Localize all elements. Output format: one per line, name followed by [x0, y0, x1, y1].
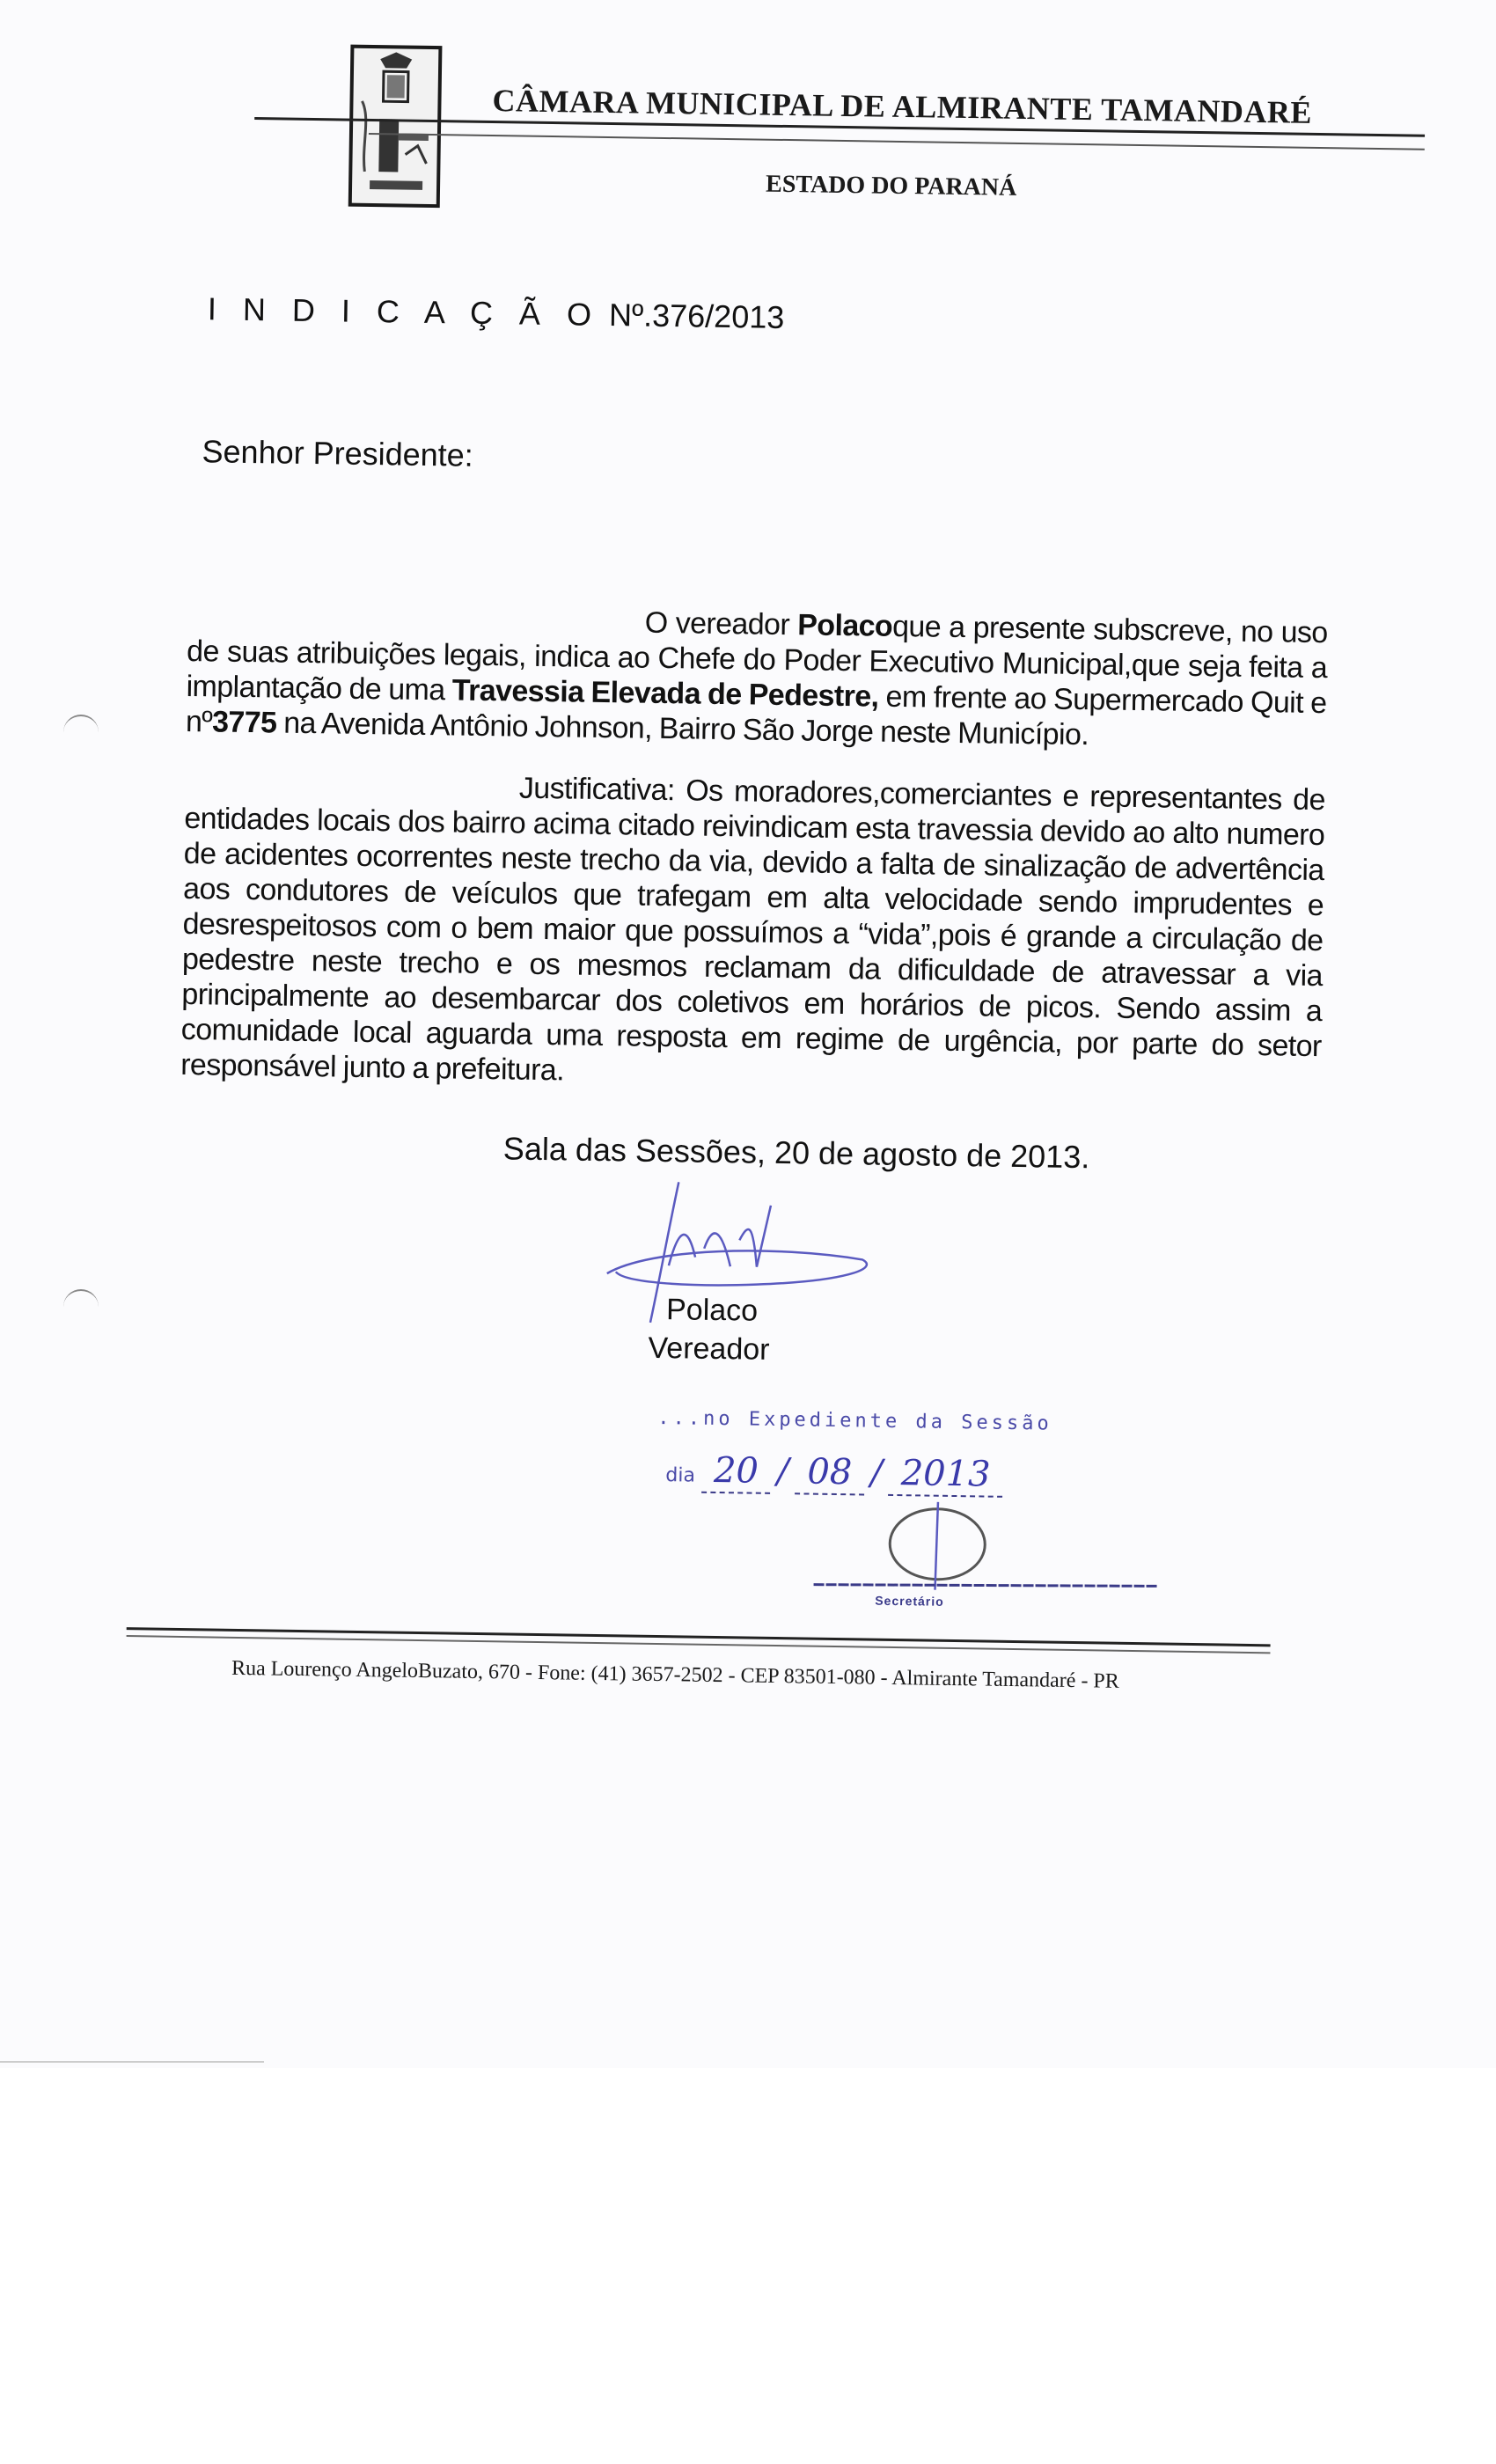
stamp-day: 20: [701, 1449, 772, 1494]
justification-label: Justificativa:: [518, 771, 675, 808]
document-body: [172, 598, 1328, 1715]
stamp-month: 08: [795, 1450, 865, 1495]
state-name: ESTADO DO PARANÁ: [765, 170, 1017, 202]
document-title: [208, 290, 785, 336]
document-type: I N D I C A Ç Ã O: [207, 290, 601, 333]
signer-name: Polaco: [665, 1293, 759, 1328]
body-paragraph-justification: [180, 766, 1325, 1099]
footer: [126, 1627, 1313, 1715]
crest-icon: [352, 48, 439, 204]
session-stamp: [655, 1406, 1316, 1618]
place-and-date: Sala das Sessões, 20 de agosto de 2013.: [502, 1130, 1090, 1176]
request-subject: Travessia Elevada de Pedestre,: [451, 673, 879, 714]
coat-of-arms-logo: [348, 45, 443, 209]
date-separator: /: [776, 1451, 789, 1492]
signer-role: Vereador: [648, 1331, 770, 1367]
header-rule: [369, 133, 1425, 150]
street-number: 3775: [211, 705, 277, 740]
secretary-label: Secretário: [875, 1593, 944, 1609]
councilor-name: Polaco: [796, 608, 893, 643]
stamp-date-prefix: dia: [665, 1464, 696, 1487]
closing-block: [500, 1129, 1320, 1381]
document-number: Nº.376/2013: [608, 297, 785, 335]
session-stamp-date: [665, 1448, 1003, 1502]
session-stamp-header: ...no Expediente da Sessão: [657, 1406, 1052, 1435]
date-separator: /: [869, 1452, 884, 1493]
footer-address: Rua Lourenço AngeloBuzato, 670 - Fone: (41) 3657-2502 - CEP 83501-080 - Almirante Tamandaré - PR: [231, 1656, 1119, 1693]
text: na Avenida Antônio Johnson, Bairro São Jorge neste Município.: [282, 706, 1089, 752]
text: que a presente subscreve, no uso de suas atribuições legais, indica ao Chefe do Poder Executivo Municipal,que seja feita a implantação de uma: [186, 609, 1328, 708]
page-edge: [0, 2061, 264, 2063]
justification-text: Os moradores,comerciantes e representantes de entidades locais dos bairro acima citado reivindicam esta travessia devido ao alto numero de acidentes ocorrentes neste trecho da via, devido a falta de sinalização de advertência aos condutores de veículos que trafegam em alta velocidade sendo imprudentes e desrespeitosos com o bem maior que possuímos a “vida”,pois é grande a circulação de pedestre neste trecho e os mesmos reclamam da dificuldade de atravessar a via principalmente ao desembarcar dos coletivos em horários de picos. Sendo assim a comunidade local aguarda uma resposta em regime de urgência, por parte do setor responsável junto a prefeitura.: [180, 774, 1326, 1088]
body-paragraph-request: [186, 598, 1328, 756]
signature-area: [500, 1175, 1319, 1381]
institution-name: CÂMARA MUNICIPAL DE ALMIRANTE TAMANDARÉ: [492, 83, 1313, 130]
text: O vereador: [644, 605, 790, 642]
text: em frente ao Supermercado Quit e nº: [185, 679, 1327, 739]
stamp-year: 2013: [888, 1452, 1003, 1498]
salutation: Senhor Presidente:: [202, 433, 474, 473]
secretary-signature: [787, 1500, 1193, 1602]
